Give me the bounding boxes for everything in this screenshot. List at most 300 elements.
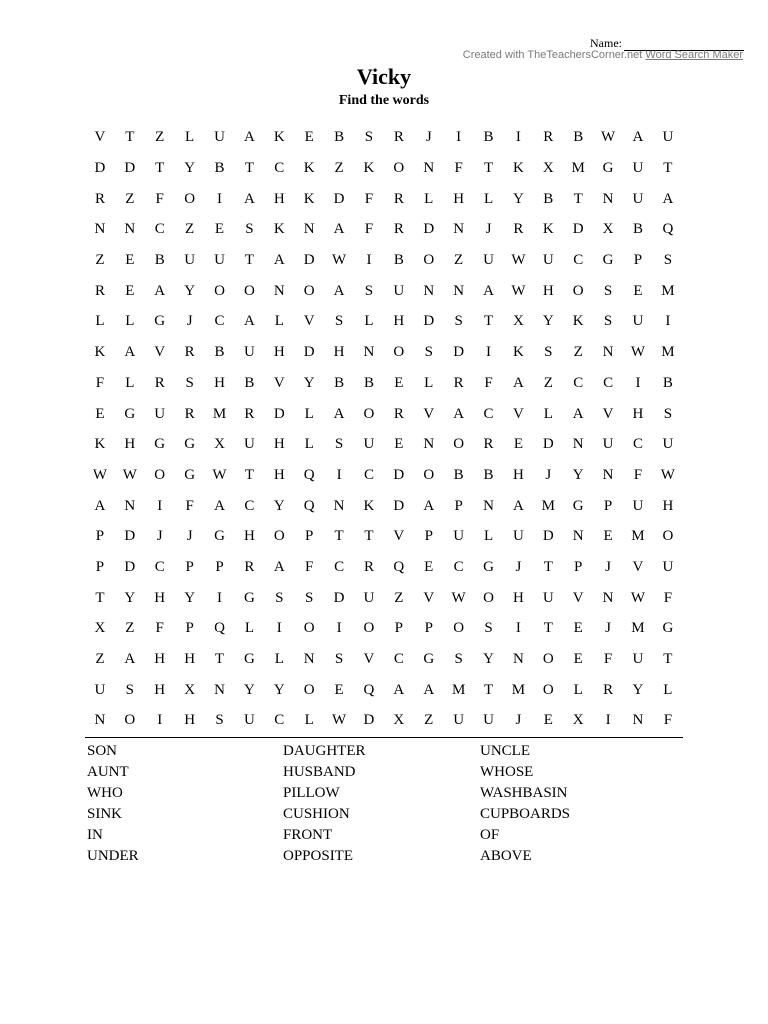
grid-letter: B [662,374,673,391]
grid-letter: J [186,528,193,545]
grid-letter: Q [662,221,674,238]
grid-letter: H [154,589,166,606]
grid-letter: A [94,497,106,514]
grid-letter: A [273,252,285,269]
word-item: WHOSE [480,764,534,780]
grid-letter: B [334,129,345,146]
grid-letter: B [483,466,494,483]
grid-letter: D [572,221,584,238]
grid-letter: G [602,160,614,177]
grid-letter: N [632,712,644,729]
grid-letter: R [184,344,195,361]
grid-letter: H [124,436,136,453]
grid-letter: K [273,129,285,146]
grid-letter: U [542,589,554,606]
grid-letter: L [424,190,434,207]
grid-letter: O [483,589,494,606]
grid-letter: T [214,651,225,668]
grid-letter: P [633,252,643,269]
grid-letter: T [573,190,583,207]
word-item: PILLOW [283,785,340,801]
grid-letter: O [393,344,405,361]
grid-letter: H [333,344,345,361]
grid-letter: S [544,344,553,361]
grid-letter: L [125,374,135,391]
grid-letter: U [243,436,255,453]
grid-letter: E [513,436,523,453]
grid-letter: P [603,497,613,514]
grid-letter: X [94,620,106,637]
grid-letter: B [483,129,494,146]
grid-letter: A [273,558,285,575]
grid-letter: S [334,436,344,453]
grid-letter: H [512,466,524,483]
grid-row [85,521,683,552]
grid-letter: V [94,129,106,146]
grid-letter: U [602,436,614,453]
grid-letter: D [94,160,106,177]
grid-letter: A [423,497,435,514]
grid-letter: A [333,282,345,299]
grid-row [85,582,683,613]
grid-letter: I [157,712,163,729]
grid-letter: A [243,190,255,207]
grid-row [85,122,683,153]
grid-letter: T [483,313,494,330]
grid-letter: Z [543,374,553,391]
grid-letter: Z [573,344,583,361]
grid-letter: D [393,466,405,483]
grid-letter: G [184,436,196,453]
divider [85,737,683,738]
grid-letter: W [601,129,616,146]
grid-letter: I [157,497,163,514]
grid-letter: V [363,651,375,668]
grid-letter: L [185,129,195,146]
grid-letter: R [543,129,554,146]
grid-row [85,306,683,337]
grid-letter: M [571,160,585,177]
grid-letter: H [154,651,166,668]
grid-letter: E [424,558,434,575]
grid-letter: R [393,190,404,207]
grid-letter: V [632,558,644,575]
grid-letter: U [154,405,166,422]
grid-letter: U [483,252,494,269]
grid-letter: M [661,344,675,361]
grid-letter: M [541,497,555,514]
grid-letter: L [304,436,314,453]
grid-letter: T [663,160,673,177]
grid-letter: E [394,374,404,391]
grid-letter: U [632,313,644,330]
grid-letter: U [632,160,644,177]
grid-letter: P [185,620,194,637]
grid-letter: L [304,405,314,422]
word-item: IN [87,827,103,843]
grid-letter: J [425,129,432,146]
credit-prefix: Created with TheTeachersCorner.net [462,49,643,61]
grid-letter: S [603,313,613,330]
grid-row [85,183,683,214]
grid-letter: G [184,466,196,483]
grid-letter: N [453,221,465,238]
grid-letter: S [663,405,673,422]
grid-letter: E [214,221,225,238]
grid-letter: J [605,558,611,575]
grid-letter: T [95,589,105,606]
grid-letter: A [483,282,494,299]
grid-letter: U [453,712,465,729]
grid-letter: O [423,466,435,483]
grid-row [85,275,683,306]
grid-letter: W [122,466,137,483]
grid-letter: E [125,252,135,269]
grid-letter: V [273,374,285,391]
grid-letter: Q [214,620,225,637]
grid-letter: K [572,313,584,330]
word-item: UNDER [87,848,139,864]
grid-letter: O [572,282,584,299]
grid-letter: O [363,405,375,422]
grid-letter: H [512,589,524,606]
grid-letter: S [215,712,224,729]
grid-letter: U [662,129,674,146]
grid-letter: H [632,405,644,422]
grid-letter: W [92,466,108,483]
grid-letter: R [154,374,165,391]
grid-letter: J [515,712,522,729]
grid-letter: N [333,497,345,514]
word-search-maker-link[interactable]: Word Search Maker [645,49,743,61]
grid-letter: J [186,313,193,330]
grid-letter: F [663,589,673,606]
grid-letter: C [603,374,614,391]
grid-letter: K [94,436,106,453]
grid-letter: S [364,129,374,146]
grid-letter: E [334,681,344,698]
grid-letter: Y [512,190,524,207]
grid-letter: T [483,160,494,177]
grid-letter: V [154,344,166,361]
grid-letter: D [303,252,315,269]
grid-letter: P [185,558,194,575]
grid-letter: S [454,651,463,668]
grid-letter: V [423,405,435,422]
grid-letter: Z [95,252,105,269]
grid-letter: V [602,405,614,422]
grid-letter: L [95,313,105,330]
grid-letter: U [243,712,255,729]
grid-letter: D [542,436,554,453]
grid-letter: D [393,497,405,514]
grid-letter: A [632,129,644,146]
grid-letter: S [454,313,463,330]
grid-letter: O [662,528,674,545]
grid-letter: U [632,190,644,207]
grid-letter: Q [303,497,315,514]
word-item: WHO [87,785,123,801]
word-item: SINK [87,806,123,822]
grid-letter: G [243,651,255,668]
grid-letter: T [364,528,374,545]
grid-letter: I [336,466,342,483]
grid-letter: N [423,160,435,177]
grid-row [85,337,683,368]
grid-letter: U [662,436,674,453]
grid-letter: F [484,374,493,391]
grid-letter: P [305,528,314,545]
grid-letter: E [633,282,643,299]
grid-letter: D [423,221,435,238]
grid-letter: B [453,466,464,483]
grid-letter: A [214,497,225,514]
grid-letter: C [393,651,404,668]
grid-letter: C [274,712,285,729]
grid-letter: X [542,160,554,177]
grid-letter: I [515,129,521,146]
grid-letter: I [456,129,462,146]
grid-letter: O [542,651,554,668]
grid-letter: A [512,497,524,514]
grid-letter: O [363,620,375,637]
grid-row [85,613,683,644]
word-item: SON [87,743,118,759]
grid-letter: B [334,374,345,391]
grid-letter: M [511,681,526,698]
grid-letter: T [244,252,254,269]
grid-letter: L [274,651,284,668]
grid-letter: U [483,712,494,729]
grid-letter: U [393,282,405,299]
letter-grid [85,122,683,736]
grid-letter: P [95,558,105,575]
grid-letter: O [273,528,285,545]
grid-letter: Z [125,190,135,207]
grid-letter: A [512,374,524,391]
grid-letter: X [572,712,584,729]
grid-letter: P [424,620,433,637]
grid-letter: E [394,436,404,453]
grid-letter: S [185,374,194,391]
grid-letter: G [423,651,435,668]
grid-letter: C [453,558,464,575]
grid-letter: A [154,282,166,299]
grid-letter: C [573,252,584,269]
grid-letter: T [334,528,344,545]
grid-letter: C [154,558,165,575]
grid-letter: J [545,466,552,483]
word-list [87,741,687,867]
grid-letter: D [333,589,345,606]
grid-letter: Z [424,712,434,729]
grid-letter: S [603,282,613,299]
grid-letter: H [453,190,465,207]
grid-letter: A [572,405,584,422]
grid-letter: O [154,466,166,483]
grid-letter: K [303,160,315,177]
grid-letter: D [124,160,136,177]
grid-letter: R [453,374,464,391]
grid-letter: D [423,313,435,330]
grid-letter: U [184,252,196,269]
grid-row [85,490,683,521]
grid-letter: A [333,405,345,422]
grid-letter: L [543,405,553,422]
grid-letter: H [273,344,285,361]
grid-letter: U [632,651,644,668]
grid-letter: M [451,681,466,698]
word-item: OF [480,827,500,843]
grid-letter: W [331,712,347,729]
grid-letter: G [602,252,614,269]
grid-letter: Y [542,313,554,330]
grid-letter: G [243,589,255,606]
grid-letter: U [214,252,225,269]
grid-letter: L [364,313,374,330]
grid-letter: E [125,282,135,299]
grid-letter: S [364,282,374,299]
grid-letter: Z [334,160,344,177]
grid-letter: D [303,344,315,361]
grid-letter: A [393,681,405,698]
grid-letter: T [244,160,254,177]
grid-letter: N [363,344,375,361]
grid-letter: Y [632,681,644,698]
grid-letter: N [423,436,435,453]
grid-row [85,429,683,460]
grid-letter: D [124,528,136,545]
grid-letter: T [155,160,165,177]
grid-letter: Z [95,651,105,668]
grid-letter: W [630,344,646,361]
grid-letter: K [542,221,554,238]
grid-letter: N [124,497,136,514]
grid-letter: O [214,282,225,299]
grid-letter: I [635,374,641,391]
grid-letter: N [124,221,136,238]
grid-letter: U [662,558,674,575]
grid-letter: O [303,282,315,299]
grid-letter: R [244,405,255,422]
grid-letter: W [451,589,466,606]
grid-letter: K [94,344,106,361]
grid-letter: X [184,681,196,698]
grid-letter: E [573,620,583,637]
grid-letter: R [393,221,404,238]
grid-letter: H [393,313,405,330]
grid-letter: Y [273,681,285,698]
grid-row [85,644,683,675]
grid-letter: I [276,620,282,637]
grid-letter: B [244,374,255,391]
grid-letter: O [393,160,405,177]
grid-letter: P [454,497,463,514]
grid-letter: D [273,405,285,422]
grid-row [85,214,683,245]
grid-letter: F [155,620,164,637]
grid-letter: Y [243,681,255,698]
grid-letter: G [572,497,584,514]
word-item: FRONT [283,827,333,843]
grid-letter: B [543,190,554,207]
page-subtitle: Find the words [338,93,430,108]
grid-letter: N [273,282,285,299]
grid-letter: L [304,712,314,729]
grid-letter: F [305,558,314,575]
grid-letter: G [154,313,166,330]
grid-letter: O [423,252,435,269]
grid-letter: U [542,252,554,269]
grid-letter: R [483,436,494,453]
grid-letter: A [662,190,674,207]
grid-letter: U [94,681,106,698]
grid-letter: N [94,712,106,729]
grid-letter: L [244,620,254,637]
grid-letter: H [273,466,285,483]
grid-letter: C [214,313,225,330]
grid-letter: W [511,282,526,299]
grid-letter: W [630,589,646,606]
grid-letter: A [453,405,465,422]
grid-letter: A [124,651,136,668]
grid-letter: Z [394,589,404,606]
grid-letter: A [333,221,345,238]
grid-letter: P [424,528,433,545]
grid-letter: G [214,528,225,545]
grid-letter: W [660,466,675,483]
grid-letter: R [184,405,195,422]
grid-letter: D [124,558,136,575]
grid-letter: X [512,313,524,330]
grid-letter: J [605,620,611,637]
word-item: UNCLE [480,743,530,759]
grid-letter: Y [184,589,196,606]
grid-letter: N [423,282,435,299]
grid-letter: T [483,681,494,698]
grid-letter: A [124,344,136,361]
grid-letter: N [453,282,465,299]
grid-letter: B [363,374,374,391]
grid-letter: O [243,282,255,299]
grid-letter: M [631,620,645,637]
grid-letter: N [214,681,225,698]
grid-letter: F [454,160,463,177]
grid-letter: Y [184,282,196,299]
grid-letter: H [662,497,674,514]
grid-letter: P [394,620,404,637]
grid-letter: K [363,160,375,177]
grid-letter: L [424,374,434,391]
grid-letter: U [512,528,524,545]
grid-letter: I [217,190,222,207]
grid-letter: U [363,589,375,606]
grid-letter: N [94,221,106,238]
grid-letter: N [602,466,614,483]
grid-letter: J [156,528,163,545]
grid-letter: C [573,374,584,391]
word-item: CUSHION [283,806,350,822]
grid-letter: Y [124,589,136,606]
grid-letter: R [513,221,524,238]
grid-letter: N [572,436,584,453]
grid-letter: P [215,558,224,575]
grid-letter: K [512,160,524,177]
grid-letter: G [662,620,674,637]
grid-letter: D [542,528,554,545]
grid-letter: F [364,190,374,207]
grid-letter: T [543,558,553,575]
